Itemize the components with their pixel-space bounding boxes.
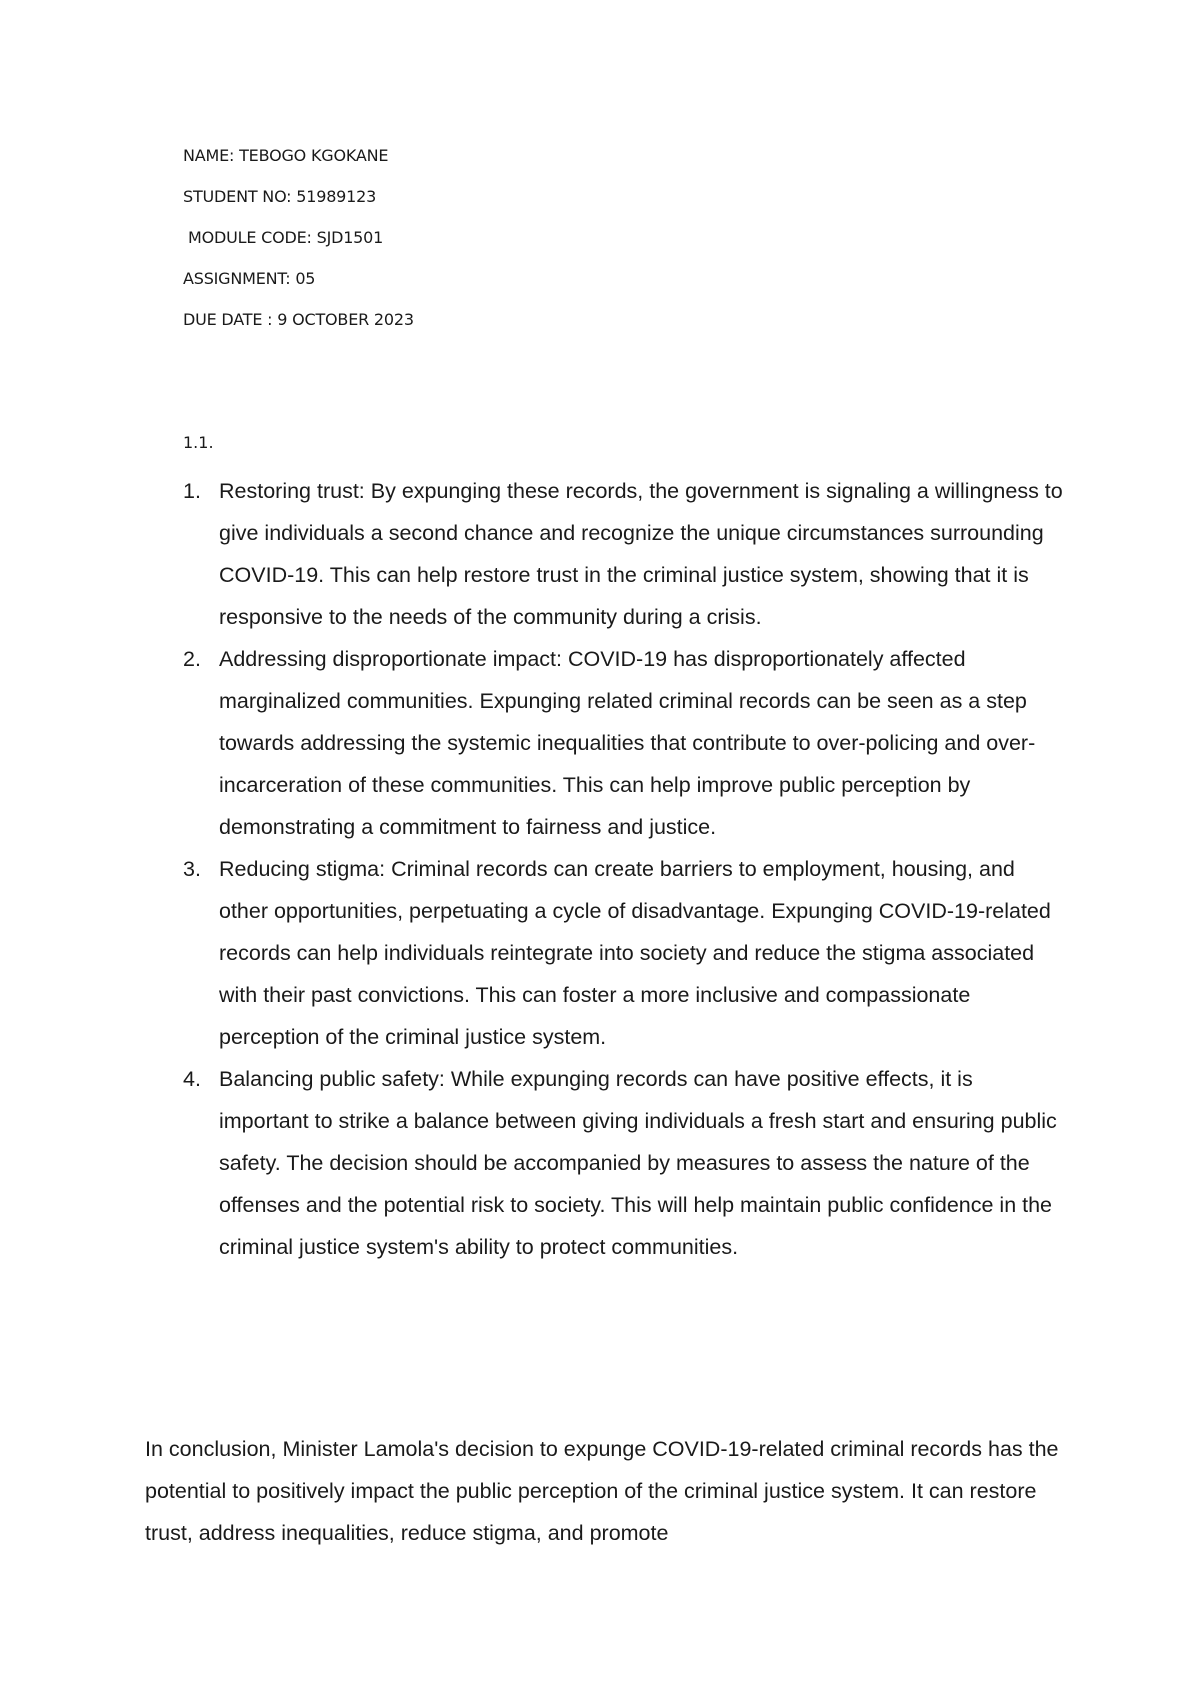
list-item-number: 4. [183, 1067, 201, 1091]
list-item [183, 848, 1063, 1058]
student-number: STUDENT NO: 51989123 [183, 187, 377, 206]
list-item-number: 1. [183, 479, 201, 503]
list-item-number: 3. [183, 857, 201, 881]
student-name: NAME: TEBOGO KGOKANE [183, 146, 389, 165]
list-item [183, 470, 1063, 638]
due-date: DUE DATE : 9 OCTOBER 2023 [183, 310, 414, 329]
list-item-number: 2. [183, 647, 201, 671]
list-item-text: Reducing stigma: Criminal records can create barriers to employment, housing, and other opportunities, perpetuating a cycle of disadvantage. Expunging COVID-19-related records can help individuals reintegrate into society and reduce the stigma associated with their past convictions. This can foster a more inclusive and compassionate perception of the criminal justice system. [219, 857, 1051, 1049]
answer-list [183, 470, 1063, 1268]
list-item-text: Restoring trust: By expunging these records, the government is signaling a willingness to give individuals a second chance and recognize the unique circumstances surrounding COVID-19. This can help restore trust in the criminal justice system, showing that it is responsive to the needs of the community during a crisis. [219, 479, 1063, 629]
list-item-text: Balancing public safety: While expunging records can have positive effects, it is important to strike a balance between giving individuals a fresh start and ensuring public safety. The decision should be accompanied by measures to assess the nature of the offenses and the potential risk to society. This will help maintain public confidence in the criminal justice system's ability to protect communities. [219, 1067, 1057, 1259]
student-details [183, 146, 414, 351]
list-item [183, 1058, 1063, 1268]
assignment-number: ASSIGNMENT: 05 [183, 269, 316, 288]
section-number: 1.1. [183, 433, 214, 452]
list-item-text: Addressing disproportionate impact: COVID-19 has disproportionately affected marginalized communities. Expunging related criminal records can be seen as a step towards addressing the systemic inequalities that contribute to over-policing and over-incarceration of these communities. This can help improve public perception by demonstrating a commitment to fairness and justice. [219, 647, 1036, 839]
module-code: MODULE CODE: SJD1501 [188, 228, 384, 247]
list-item [183, 638, 1063, 848]
conclusion-paragraph: In conclusion, Minister Lamola's decision to expunge COVID-19-related criminal records has the potential to positively impact the public perception of the criminal justice system. It can restore trust, address inequalities, reduce stigma, and promote [145, 1437, 1059, 1545]
